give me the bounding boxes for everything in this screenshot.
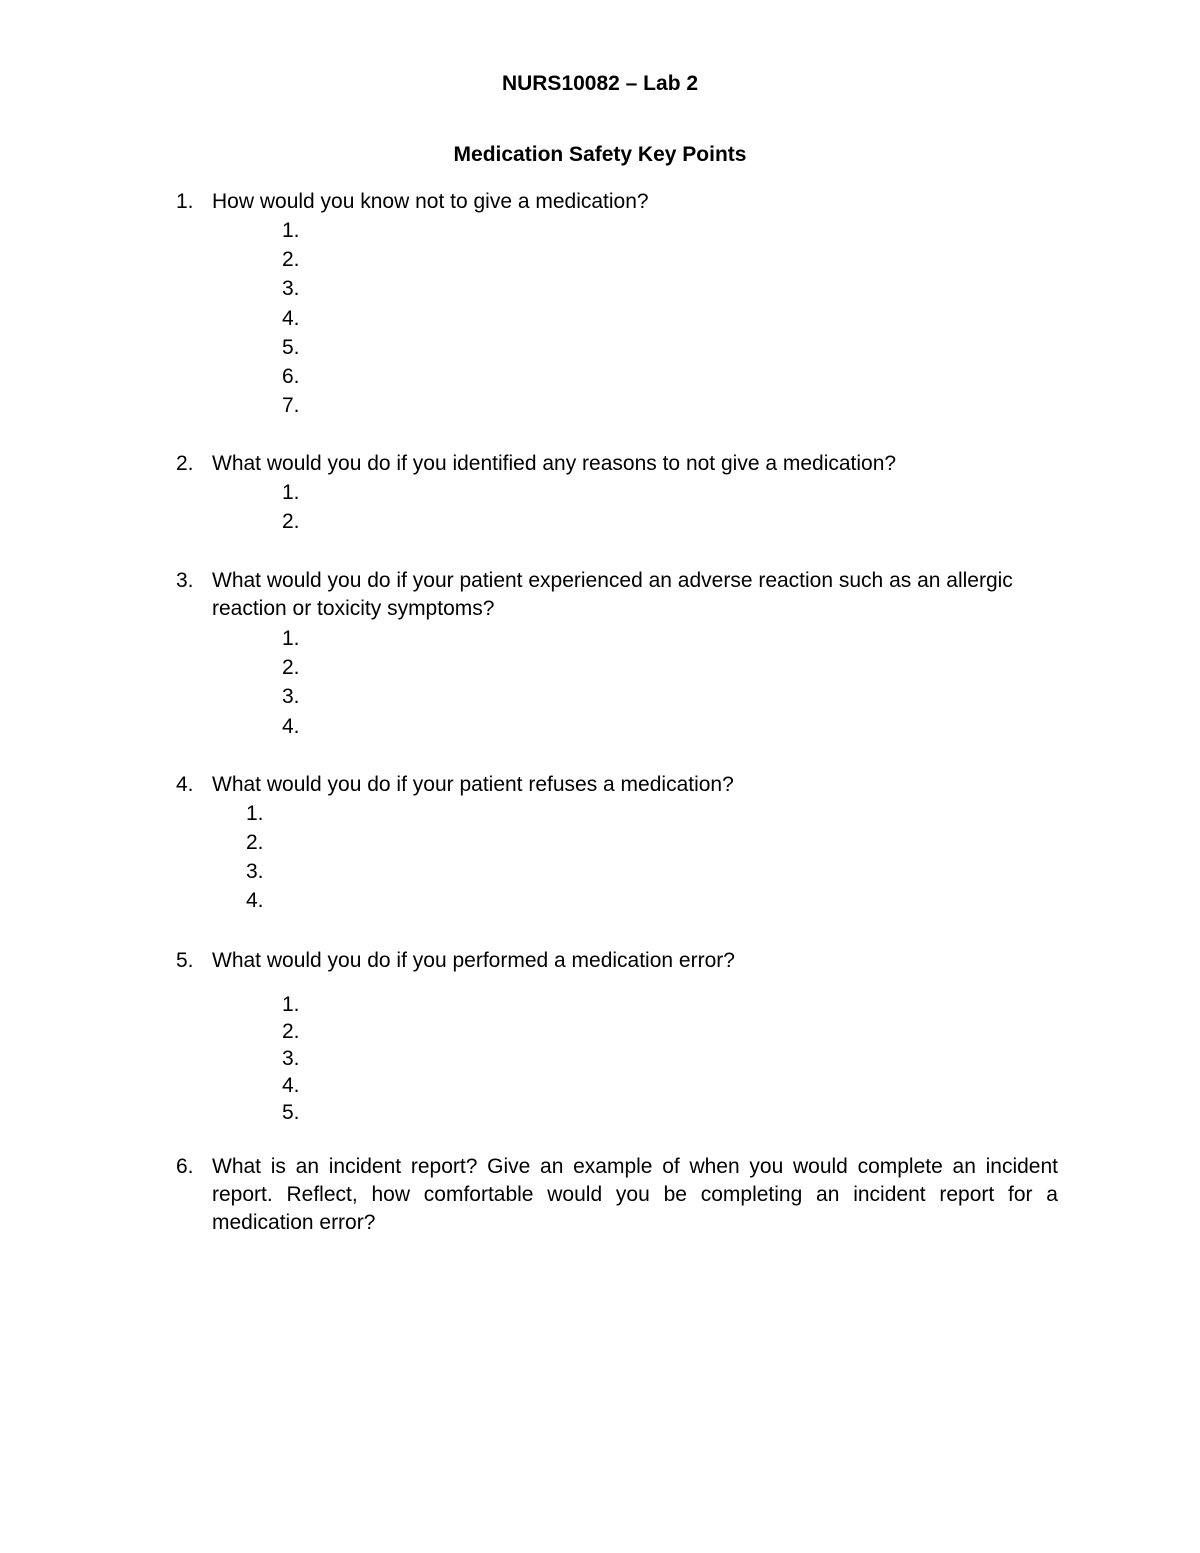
question-number: 3. [176, 569, 194, 592]
question-text: What would you do if your patient experienced an adverse reaction such as an allergic reaction or toxicity symptoms? [212, 569, 1013, 620]
answer-item: 1. [282, 627, 300, 650]
answer-item: 3. [282, 1047, 300, 1070]
answer-item: 4. [282, 1074, 300, 1097]
answer-item: 4. [282, 306, 300, 330]
answer-item: 5. [282, 335, 300, 359]
question-3 [176, 567, 1028, 623]
question-number: 1. [176, 190, 194, 213]
answer-item: 3. [246, 860, 264, 883]
answer-list-4 [246, 799, 264, 915]
answer-list-3 [282, 624, 300, 741]
answer-item: 2. [282, 248, 300, 272]
document-title: NURS10082 – Lab 2 [501, 72, 699, 95]
answer-list-1 [282, 216, 300, 420]
question-text: What would you do if you identified any reasons to not give a medication? [212, 452, 897, 475]
answer-list-2 [282, 478, 300, 536]
answer-item: 1. [282, 481, 300, 504]
answer-item: 4. [246, 889, 264, 912]
answer-item: 6. [282, 364, 300, 388]
question-number: 5. [176, 949, 194, 972]
answer-item: 2. [282, 656, 300, 680]
question-text: How would you know not to give a medication? [212, 190, 649, 213]
question-1 [176, 188, 1058, 216]
question-2 [176, 450, 1058, 478]
question-number: 2. [176, 452, 194, 475]
question-number: 4. [176, 773, 194, 796]
question-5 [176, 947, 1058, 975]
question-text: What would you do if your patient refuses a medication? [212, 773, 734, 796]
answer-item: 3. [282, 685, 300, 709]
answer-item: 2. [282, 510, 300, 534]
answer-item: 1. [246, 802, 264, 825]
answer-item: 4. [282, 714, 300, 738]
answer-item: 2. [246, 831, 264, 854]
section-title: Medication Safety Key Points [453, 143, 747, 166]
question-text: What is an incident report? Give an example of when you would complete an incident report. Reflect, how comfortable would you be completing an incident report for a medication error? [212, 1155, 1058, 1234]
question-4 [176, 771, 1058, 799]
answer-item: 7. [282, 394, 300, 418]
question-number: 6. [176, 1155, 194, 1178]
answer-item: 5. [282, 1101, 300, 1124]
answer-item: 3. [282, 277, 300, 301]
question-6 [176, 1153, 1058, 1237]
answer-item: 2. [282, 1020, 300, 1043]
answer-item: 1. [282, 219, 300, 242]
question-text: What would you do if you performed a medication error? [212, 949, 735, 972]
answer-list-5 [282, 991, 300, 1126]
answer-item: 1. [282, 993, 300, 1016]
